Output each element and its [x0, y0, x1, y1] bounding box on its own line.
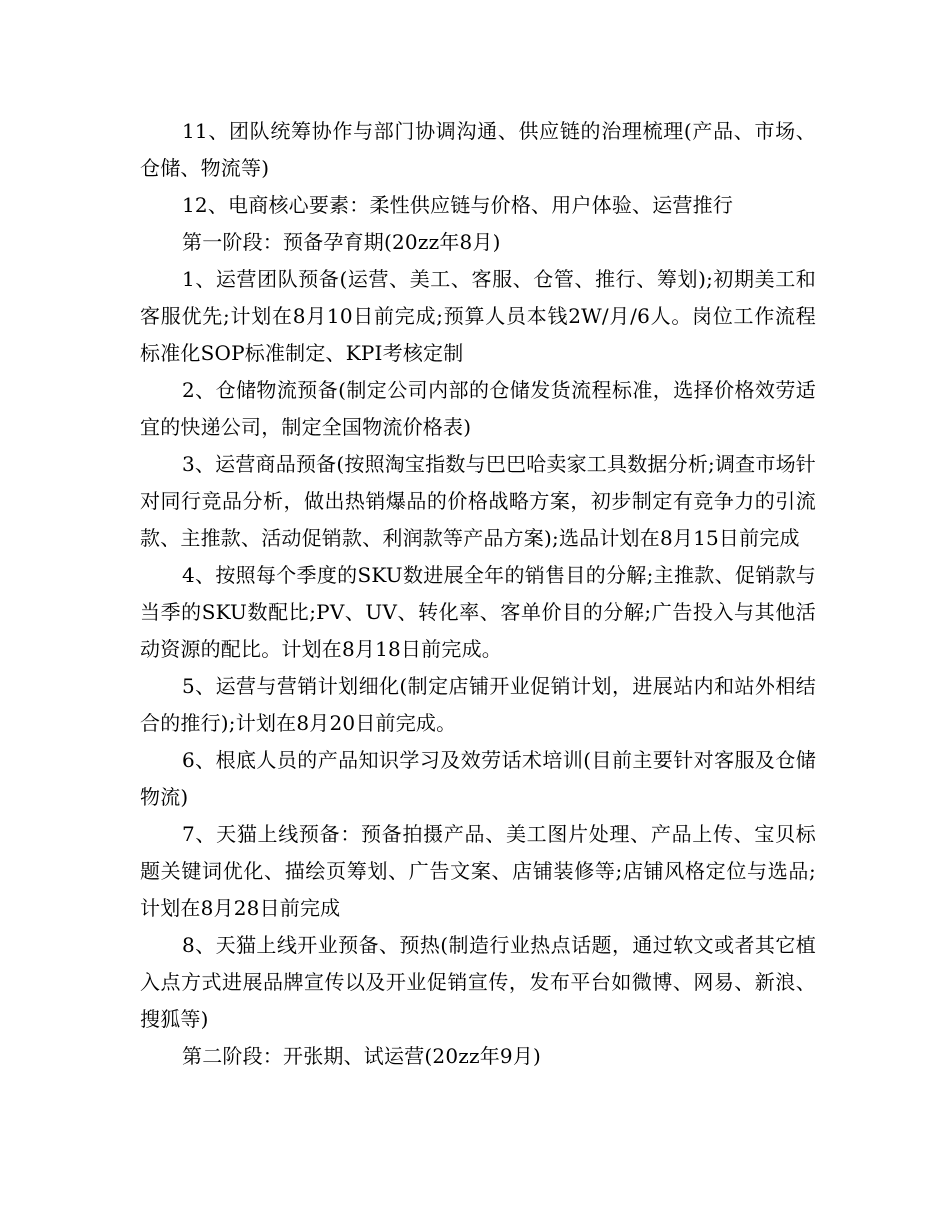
paragraph-item-11: 11、团队统筹协作与部门协调沟通、供应链的治理梳理(产品、市场、仓储、物流等) — [140, 119, 816, 180]
paragraph-item-5: 5、运营与营销计划细化(制定店铺开业促销计划，进展站内和站外相结合的推行);计划在8月20日前完成。 — [140, 674, 816, 735]
phase-two-heading: 第二阶段：开张期、试运营(20zz年9月) — [182, 1044, 542, 1068]
paragraph-item-7: 7、天猫上线预备：预备拍摄产品、美工图片处理、产品上传、宝贝标题关键词优化、描绘页筹划、广告文案、店铺装修等;店铺风格定位与选品;计划在8月28日前完成 — [140, 822, 816, 920]
paragraph-item-2: 2、仓储物流预备(制定公司内部的仓储发货流程标准，选择价格效劳适宜的快递公司，制定全国物流价格表) — [140, 378, 816, 439]
phase-one-heading: 第一阶段：预备孕育期(20zz年8月) — [182, 230, 501, 254]
paragraph-item-1: 1、运营团队预备(运营、美工、客服、仓管、推行、筹划);初期美工和客服优先;计划在8月10日前完成;预算人员本钱2W/月/6人。岗位工作流程标准化SOP标准制定、KPI考核定制 — [140, 267, 816, 365]
paragraph-item-12: 12、电商核心要素：柔性供应链与价格、用户体验、运营推行 — [182, 193, 734, 217]
paragraph-item-8: 8、天猫上线开业预备、预热(制造行业热点话题，通过软文或者其它植入点方式进展品牌宣传以及开业促销宣传，发布平台如微博、网易、新浪、搜狐等) — [140, 933, 816, 1031]
paragraph-item-4: 4、按照每个季度的SKU数进展全年的销售目的分解;主推款、促销款与当季的SKU数配比;PV、UV、转化率、客单价目的分解;广告投入与其他活动资源的配比。计划在8月18日前完成。 — [140, 563, 816, 661]
document-body — [140, 113, 816, 1075]
paragraph-item-3: 3、运营商品预备(按照淘宝指数与巴巴哈卖家工具数据分析;调查市场针对同行竞品分析，做出热销爆品的价格战略方案，初步制定有竞争力的引流款、主推款、活动促销款、利润款等产品方案);选品计划在8月15日前完成 — [140, 452, 816, 550]
paragraph-item-6: 6、根底人员的产品知识学习及效劳话术培训(目前主要针对客服及仓储物流) — [140, 748, 816, 809]
